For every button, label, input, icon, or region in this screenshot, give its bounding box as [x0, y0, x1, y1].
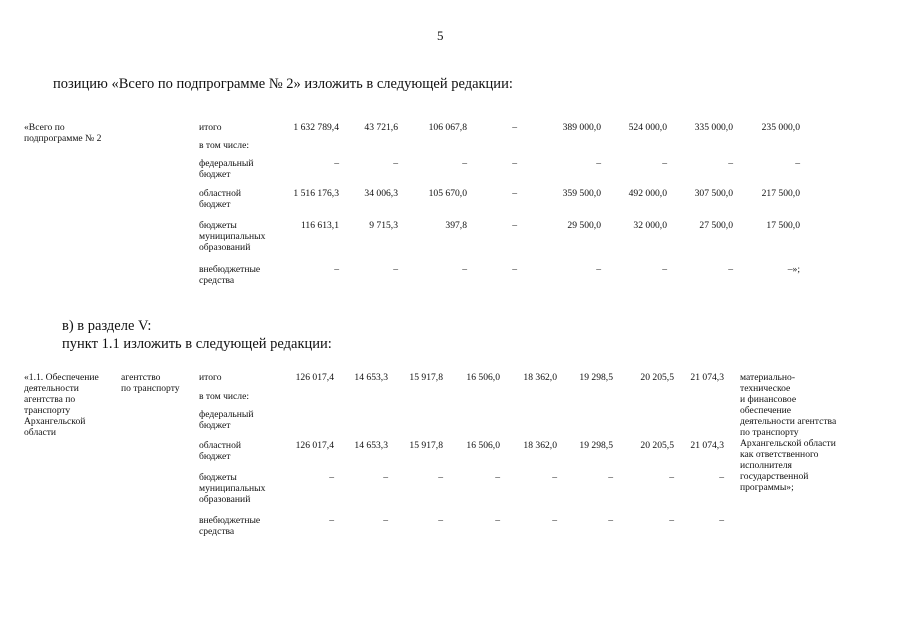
table-cell: 389 000,0	[562, 122, 601, 133]
source-label: бюджет	[199, 451, 231, 462]
table-cell: –	[728, 158, 733, 169]
table-cell: 32 000,0	[633, 220, 667, 231]
table-cell: 106 067,8	[428, 122, 467, 133]
result-line: Архангельской области	[740, 438, 836, 449]
table-cell: 359 500,0	[562, 188, 601, 199]
table-cell: 492 000,0	[628, 188, 667, 199]
table-cell: 524 000,0	[628, 122, 667, 133]
table-cell: –	[495, 515, 500, 526]
source-label: внебюджетные	[199, 515, 261, 526]
table-cell: –	[552, 515, 557, 526]
table-cell: –	[512, 158, 517, 169]
table-cell: –	[393, 158, 398, 169]
source-label: бюджеты	[199, 220, 237, 231]
table-cell: –»;	[787, 264, 800, 275]
executor-line: по транспорту	[121, 383, 180, 394]
table-cell: –	[438, 472, 443, 483]
table-cell: –	[512, 264, 517, 275]
source-label: областной	[199, 188, 242, 199]
table-cell: 20 205,5	[640, 372, 674, 383]
table-cell: 307 500,0	[694, 188, 733, 199]
table-cell: –	[608, 472, 613, 483]
source-label: образований	[199, 494, 251, 505]
table-cell: –	[608, 515, 613, 526]
table-cell: –	[438, 515, 443, 526]
table-cell: –	[596, 264, 601, 275]
intro-paragraph-2: пункт 1.1 изложить в следующей редакции:	[62, 336, 332, 352]
table-cell: –	[329, 472, 334, 483]
row-name-line: Архангельской	[24, 416, 86, 427]
table-cell: –	[462, 264, 467, 275]
table-cell: 9 715,3	[369, 220, 398, 231]
table-cell: 116 613,1	[300, 220, 339, 231]
table-cell: 335 000,0	[694, 122, 733, 133]
result-line: программы»;	[740, 482, 794, 493]
table-cell: –	[495, 472, 500, 483]
table-cell: 19 298,5	[579, 440, 613, 451]
section-heading: в) в разделе V:	[62, 318, 152, 334]
table-cell: –	[719, 515, 724, 526]
source-label: федеральный	[199, 409, 254, 420]
table-cell: –	[462, 158, 467, 169]
table-cell: –	[329, 515, 334, 526]
result-line: техническое	[740, 383, 791, 394]
source-label: средства	[199, 526, 235, 537]
table-cell: 21 074,3	[690, 372, 724, 383]
table-cell: 126 017,4	[295, 372, 334, 383]
table-cell: –	[552, 472, 557, 483]
table-cell: –	[596, 158, 601, 169]
source-label: бюджеты	[199, 472, 237, 483]
table-cell: –	[669, 472, 674, 483]
table-cell: –	[383, 472, 388, 483]
table-cell: –	[512, 220, 517, 231]
result-line: и финансовое	[740, 394, 797, 405]
table-cell: 17 500,0	[766, 220, 800, 231]
result-line: государственной	[740, 471, 809, 482]
result-line: обеспечение	[740, 405, 792, 416]
table-cell: 105 670,0	[428, 188, 467, 199]
intro-paragraph-1: позицию «Всего по подпрограмме № 2» изложить в следующей редакции:	[53, 76, 513, 92]
result-line: деятельности агентства	[740, 416, 837, 427]
row-name-line: «1.1. Обеспечение	[24, 372, 99, 383]
row-name-line: транспорту	[24, 405, 71, 416]
table-cell: 43 721,6	[364, 122, 398, 133]
source-label: средства	[199, 275, 235, 286]
row-name-line: агентства по	[24, 394, 76, 405]
table-cell: –	[728, 264, 733, 275]
row-name-line: деятельности	[24, 383, 79, 394]
table-cell: 16 506,0	[466, 372, 500, 383]
table-cell: –	[512, 122, 517, 133]
source-label: бюджет	[199, 169, 231, 180]
source-label: в том числе:	[199, 140, 250, 151]
table-cell: 1 516 176,3	[293, 188, 339, 199]
result-line: по транспорту	[740, 427, 799, 438]
source-label: итого	[199, 372, 222, 383]
source-label: бюджет	[199, 420, 231, 431]
table-cell: 15 917,8	[409, 372, 443, 383]
table-cell: 1 632 789,4	[293, 122, 339, 133]
table-cell: 18 362,0	[523, 440, 557, 451]
table-cell: –	[795, 158, 800, 169]
source-label: внебюджетные	[199, 264, 261, 275]
table-cell: 397,8	[445, 220, 467, 231]
source-label: образований	[199, 242, 251, 253]
table-cell: –	[334, 264, 339, 275]
executor-line: агентство	[121, 372, 161, 383]
table-cell: 29 500,0	[567, 220, 601, 231]
table-cell: 126 017,4	[295, 440, 334, 451]
table-cell: –	[662, 158, 667, 169]
table-cell: –	[334, 158, 339, 169]
source-label: муниципальных	[199, 483, 266, 494]
table-cell: 14 653,3	[354, 440, 388, 451]
table-cell: 20 205,5	[640, 440, 674, 451]
source-label: в том числе:	[199, 391, 250, 402]
table-cell: 21 074,3	[690, 440, 724, 451]
table-cell: –	[383, 515, 388, 526]
table-cell: –	[669, 515, 674, 526]
table-cell: 16 506,0	[466, 440, 500, 451]
table-cell: 18 362,0	[523, 372, 557, 383]
table-cell: 235 000,0	[761, 122, 800, 133]
table-cell: 217 500,0	[761, 188, 800, 199]
source-label: муниципальных	[199, 231, 266, 242]
result-line: материально-	[740, 372, 796, 383]
page-number: 5	[437, 28, 444, 43]
source-label: бюджет	[199, 199, 231, 210]
table-cell: –	[393, 264, 398, 275]
result-line: как ответственного	[740, 449, 819, 460]
source-label: итого	[199, 122, 222, 133]
source-label: областной	[199, 440, 242, 451]
table-cell: 27 500,0	[699, 220, 733, 231]
table-cell: 19 298,5	[579, 372, 613, 383]
table-cell: –	[662, 264, 667, 275]
result-line: исполнителя	[740, 460, 792, 471]
row-name-line: области	[24, 427, 57, 438]
row-name-line: «Всего по	[24, 122, 65, 133]
table-cell: 34 006,3	[364, 188, 398, 199]
source-label: федеральный	[199, 158, 254, 169]
table-cell: –	[719, 472, 724, 483]
table-cell: 15 917,8	[409, 440, 443, 451]
row-name-line: подпрограмме № 2	[24, 133, 102, 144]
table-cell: –	[512, 188, 517, 199]
table-cell: 14 653,3	[354, 372, 388, 383]
